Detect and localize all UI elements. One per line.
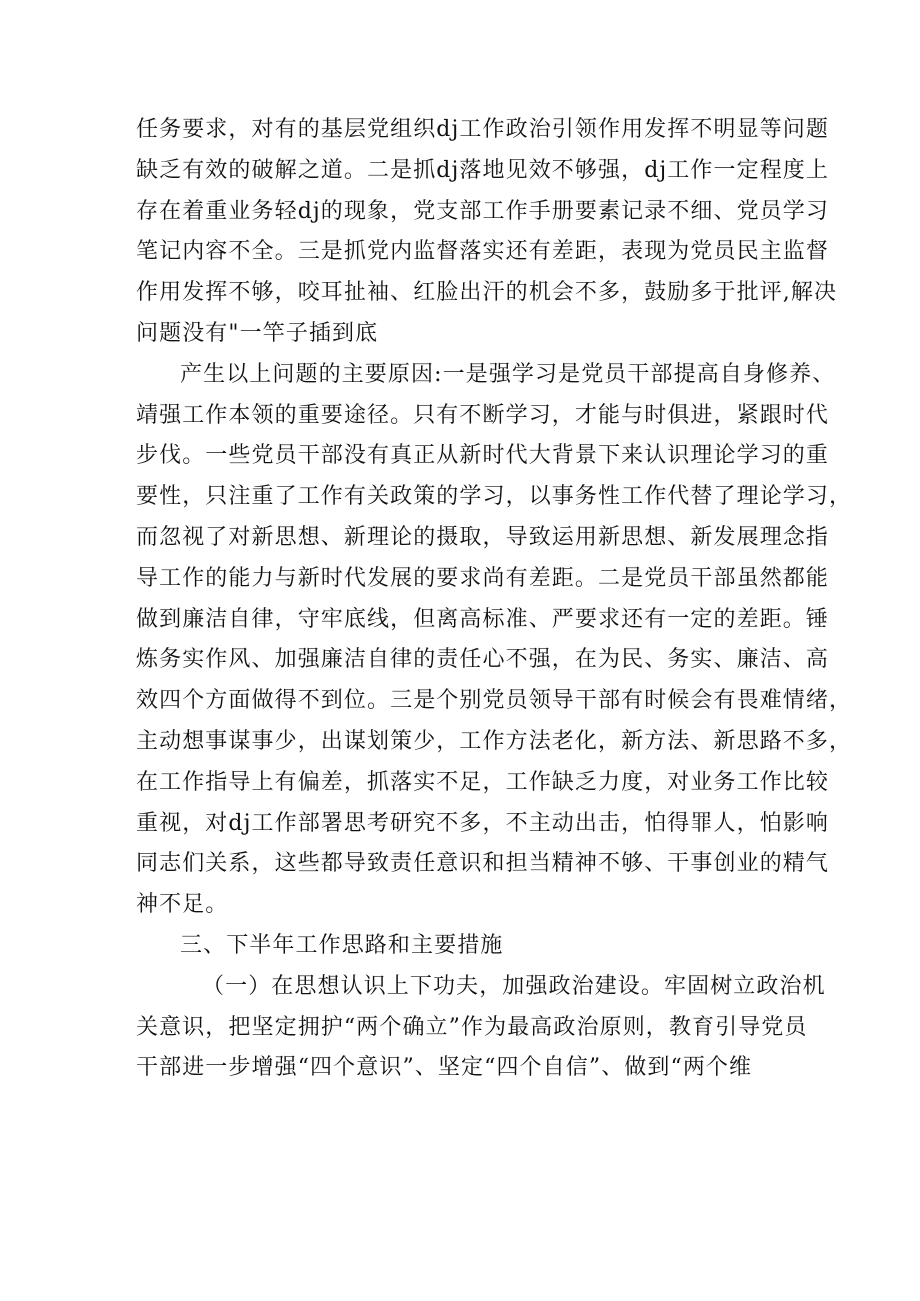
document-body	[136, 110, 853, 1089]
text-line: 主动想事谋事少，出谋划策少，工作方法老化，新方法、新思路不多，	[136, 728, 853, 754]
text-line: 产生以上问题的主要原因:一是强学习是党员干部提高自身修养、	[180, 361, 836, 387]
paragraph-causes	[136, 355, 853, 926]
text-line: 问题没有"一竿子插到底	[136, 320, 379, 346]
text-line: 导工作的能力与新时代发展的要求尚有差距。二是党员干部虽然都能	[136, 565, 830, 591]
text-line: 任务要求，对有的基层党组织dj工作政治引领作用发挥不明显等问题	[136, 117, 830, 142]
text-line: （一）在思想认识上下功夫，加强政治建设。牢固树立政治机	[202, 973, 826, 999]
text-line: 关意识，把坚定拥护“两个确立”作为最高政治原则，教育引导党员	[136, 1014, 808, 1040]
paragraph-measures	[136, 967, 826, 1089]
text-line: 炼务实作风、加强廉洁自律的责任心不强，在为民、务实、廉洁、高	[136, 647, 830, 673]
paragraph-problems	[136, 110, 838, 355]
text-line: 干部进一步增强“四个意识”、坚定“四个自信”、做到“两个维	[136, 1055, 753, 1081]
text-line: 神不足。	[136, 892, 229, 918]
text-line: 效四个方面做得不到位。三是个别党员领导干部有时候会有畏难情绪，	[136, 688, 853, 714]
text-line: 作用发挥不够，咬耳扯袖、红脸出汗的机会不多，鼓励多于批评,解决	[136, 280, 838, 306]
text-line: 存在着重业务轻dj的现象，党支部工作手册要素记录不细、党员学习	[136, 198, 830, 224]
text-line: 靖强工作本领的重要途径。只有不断学习，才能与时俱进，紧跟时代	[136, 402, 830, 428]
text-line: 笔记内容不全。三是抓党内监督落实还有差距，表现为党员民主监督	[136, 239, 830, 265]
text-line: 做到廉洁自律，守牢底线，但离高标准、严要求还有一定的差距。锤	[136, 606, 830, 632]
text-line: 而忽视了对新思想、新理论的摄取，导致运用新思想、新发展理念指	[136, 524, 830, 550]
text-line: 同志们关系，这些都导致责任意识和担当精神不够、干事创业的精气	[136, 851, 830, 877]
text-line: 缺乏有效的破解之道。二是抓dj落地见效不够强，dj工作一定程度上	[136, 157, 830, 183]
text-line: 在工作指导上有偏差，抓落实不足，工作缺乏力度，对业务工作比较	[136, 769, 830, 795]
text-line: 步伐。一些党员干部没有真正从新时代大背景下来认识理论学习的重	[136, 443, 830, 469]
text-line: 重视，对dj工作部署思考研究不多，不主动出击，怕得罪人，怕影响	[136, 810, 830, 836]
text-line: 要性，只注重了工作有关政策的学习，以事务性工作代替了理论学习，	[136, 484, 853, 510]
section-heading: 三、下半年工作思路和主要措施	[180, 932, 504, 958]
